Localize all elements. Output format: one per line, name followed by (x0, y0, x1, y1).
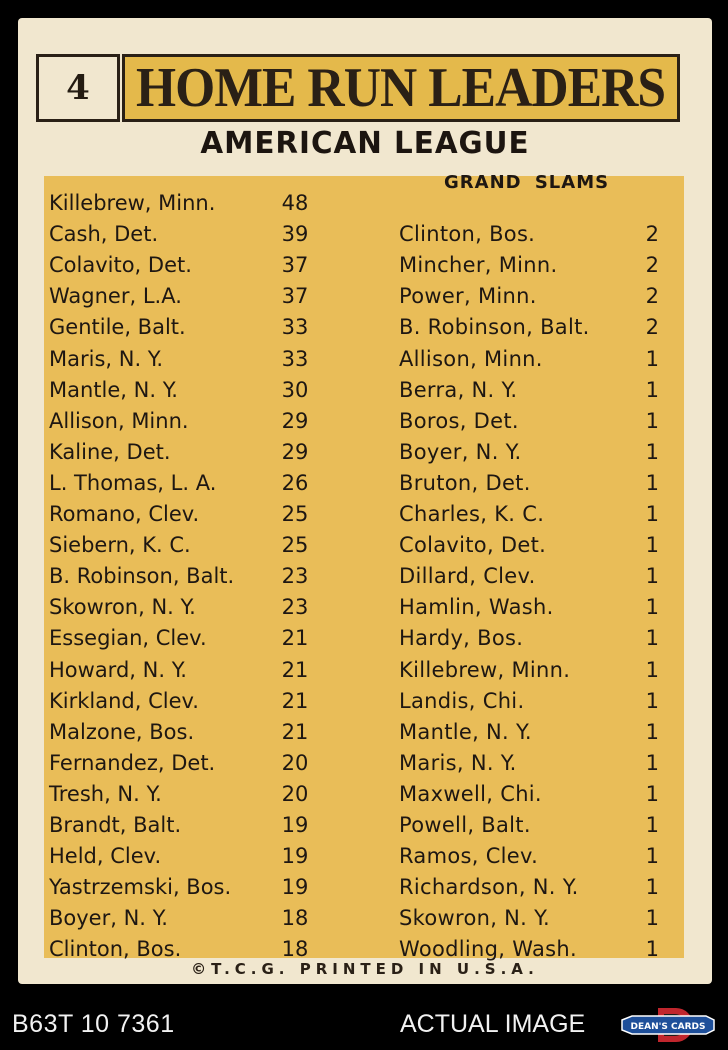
grand-slam-count: 1 (645, 409, 659, 433)
stats-row (18, 779, 712, 810)
league-heading: AMERICAN LEAGUE (200, 126, 530, 161)
hr-count: 37 (281, 253, 309, 277)
hr-count: 20 (281, 782, 309, 806)
stats-row (18, 219, 712, 250)
grand-slam-player-name: Berra, N. Y. (399, 378, 518, 402)
stats-row (18, 281, 712, 312)
hr-count: 23 (281, 564, 309, 588)
logo-text: DEAN'S CARDS (630, 1022, 706, 1032)
stats-row (18, 312, 712, 343)
grand-slam-player-name: Allison, Minn. (399, 347, 543, 371)
hr-count: 37 (281, 284, 309, 308)
hr-player-name: Wagner, L.A. (49, 284, 182, 308)
hr-player-name: Howard, N. Y. (49, 658, 187, 682)
grand-slam-count: 1 (645, 471, 659, 495)
grand-slam-player-name: Hardy, Bos. (399, 626, 524, 650)
grand-slam-count: 2 (645, 253, 659, 277)
hr-count: 19 (281, 844, 309, 868)
stats-row (18, 717, 712, 748)
stats-row (18, 841, 712, 872)
hr-count: 30 (281, 378, 309, 402)
grand-slam-count: 1 (645, 782, 659, 806)
hr-count: 18 (281, 937, 309, 961)
hr-player-name: Kaline, Det. (49, 440, 171, 464)
hr-count: 19 (281, 813, 309, 837)
grand-slam-count: 1 (645, 751, 659, 775)
hr-player-name: Skowron, N. Y. (49, 595, 196, 619)
grand-slam-player-name: Ramos, Clev. (399, 844, 539, 868)
hr-count: 21 (281, 626, 309, 650)
grand-slam-player-name: Landis, Chi. (399, 689, 525, 713)
hr-player-name: Maris, N. Y. (49, 347, 164, 371)
grand-slam-count: 1 (645, 502, 659, 526)
grand-slam-player-name: Charles, K. C. (399, 502, 545, 526)
baseball-card (18, 18, 712, 984)
grand-slam-player-name: Bruton, Det. (399, 471, 531, 495)
grand-slam-player-name: Mantle, N. Y. (399, 720, 532, 744)
hr-player-name: Colavito, Det. (49, 253, 192, 277)
grand-slam-count: 1 (645, 813, 659, 837)
grand-slam-player-name: Boros, Det. (399, 409, 519, 433)
stats-row (18, 903, 712, 934)
hr-count: 33 (281, 347, 309, 371)
grand-slam-count: 1 (645, 533, 659, 557)
grand-slam-player-name: Dillard, Clev. (399, 564, 536, 588)
stats-row (18, 375, 712, 406)
hr-player-name: Held, Clev. (49, 844, 162, 868)
grand-slam-player-name: Richardson, N. Y. (399, 875, 579, 899)
grand-slam-count: 1 (645, 937, 659, 961)
grand-slam-player-name: Colavito, Det. (399, 533, 547, 557)
hr-player-name: Tresh, N. Y. (49, 782, 162, 806)
hr-count: 21 (281, 658, 309, 682)
stats-row (18, 250, 712, 281)
grand-slam-player-name: B. Robinson, Balt. (399, 315, 590, 339)
grand-slam-count: 1 (645, 378, 659, 402)
grand-slam-count: 1 (645, 626, 659, 650)
grand-slam-player-name: Killebrew, Minn. (399, 658, 571, 682)
hr-player-name: Mantle, N. Y. (49, 378, 178, 402)
stats-row (18, 748, 712, 779)
hr-count: 21 (281, 720, 309, 744)
grand-slam-player-name: Boyer, N. Y. (399, 440, 522, 464)
hr-count: 26 (281, 471, 309, 495)
grand-slam-player-name: Mincher, Minn. (399, 253, 558, 277)
hr-player-name: Brandt, Balt. (49, 813, 182, 837)
deans-cards-logo-icon (620, 1006, 716, 1044)
hr-count: 20 (281, 751, 309, 775)
stats-row (18, 344, 712, 375)
listing-bar (0, 1000, 728, 1050)
grand-slam-count: 1 (645, 564, 659, 588)
hr-count: 48 (281, 191, 309, 215)
grand-slam-count: 2 (645, 284, 659, 308)
hr-count: 39 (281, 222, 309, 246)
stats-row (18, 530, 712, 561)
hr-player-name: Boyer, N. Y. (49, 906, 168, 930)
hr-player-name: Killebrew, Minn. (49, 191, 216, 215)
hr-player-name: Clinton, Bos. (49, 937, 182, 961)
stats-row (18, 686, 712, 717)
grand-slam-player-name: Powell, Balt. (399, 813, 531, 837)
actual-image-label: ACTUAL IMAGE (400, 1010, 586, 1038)
title-banner (122, 54, 680, 122)
grand-slam-count: 1 (645, 595, 659, 619)
hr-player-name: Gentile, Balt. (49, 315, 186, 339)
stats-row (18, 188, 712, 219)
grand-slam-player-name: Skowron, N. Y. (399, 906, 550, 930)
grand-slam-count: 1 (645, 844, 659, 868)
hr-count: 29 (281, 409, 309, 433)
hr-count: 23 (281, 595, 309, 619)
grand-slam-count: 2 (645, 315, 659, 339)
grand-slam-count: 1 (645, 875, 659, 899)
card-title: HOME RUN LEADERS (136, 57, 666, 119)
hr-player-name: Fernandez, Det. (49, 751, 216, 775)
hr-player-name: Allison, Minn. (49, 409, 189, 433)
copyright-footer: ©T.C.G. PRINTED IN U.S.A. (191, 960, 539, 978)
card-number: 4 (36, 54, 120, 122)
hr-count: 33 (281, 315, 309, 339)
grand-slam-count: 1 (645, 347, 659, 371)
stats-row (18, 406, 712, 437)
grand-slam-count: 2 (645, 222, 659, 246)
grand-slam-count: 1 (645, 720, 659, 744)
stats-row (18, 592, 712, 623)
grand-slam-count: 1 (645, 689, 659, 713)
hr-player-name: Siebern, K. C. (49, 533, 191, 557)
stats-row (18, 437, 712, 468)
grand-slam-player-name: Clinton, Bos. (399, 222, 536, 246)
hr-player-name: B. Robinson, Balt. (49, 564, 235, 588)
grand-slam-player-name: Maxwell, Chi. (399, 782, 542, 806)
stats-row (18, 623, 712, 654)
grand-slams-header: GRAND SLAMS (444, 172, 610, 193)
stats-row (18, 468, 712, 499)
hr-player-name: Romano, Clev. (49, 502, 200, 526)
grand-slam-player-name: Hamlin, Wash. (399, 595, 554, 619)
hr-count: 18 (281, 906, 309, 930)
hr-count: 21 (281, 689, 309, 713)
grand-slam-count: 1 (645, 906, 659, 930)
grand-slam-player-name: Woodling, Wash. (399, 937, 577, 961)
hr-player-name: Yastrzemski, Bos. (49, 875, 232, 899)
stats-row (18, 810, 712, 841)
stats-row (18, 655, 712, 686)
grand-slam-player-name: Power, Minn. (399, 284, 537, 308)
hr-count: 29 (281, 440, 309, 464)
hr-player-name: Essegian, Clev. (49, 626, 207, 650)
stats-row (18, 561, 712, 592)
grand-slam-count: 1 (645, 440, 659, 464)
hr-player-name: L. Thomas, L. A. (49, 471, 217, 495)
hr-player-name: Malzone, Bos. (49, 720, 195, 744)
hr-count: 25 (281, 533, 309, 557)
stats-row (18, 872, 712, 903)
grand-slam-count: 1 (645, 658, 659, 682)
hr-count: 19 (281, 875, 309, 899)
stats-row (18, 499, 712, 530)
hr-count: 25 (281, 502, 309, 526)
listing-sku: B63T 10 7361 (12, 1010, 175, 1038)
hr-player-name: Cash, Det. (49, 222, 159, 246)
grand-slam-player-name: Maris, N. Y. (399, 751, 517, 775)
hr-player-name: Kirkland, Clev. (49, 689, 199, 713)
